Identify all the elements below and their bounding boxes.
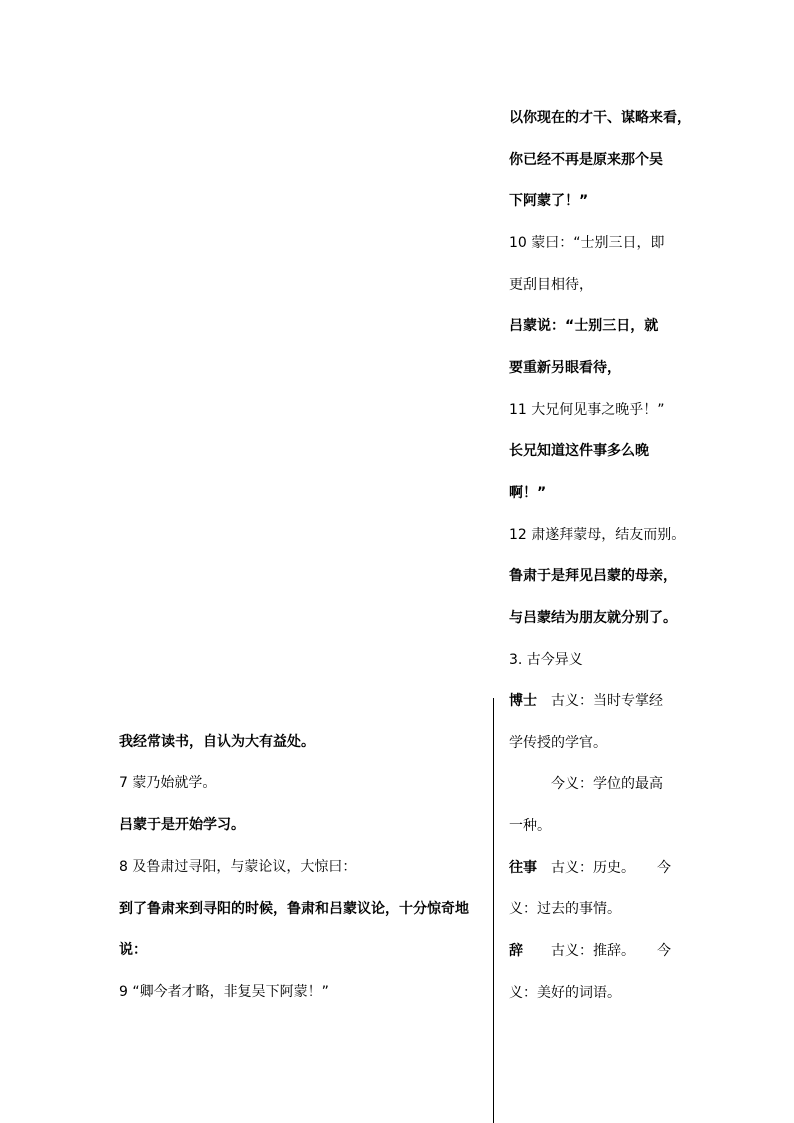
right-line-13: 与吕蒙结为朋友就分别了。: [509, 610, 677, 626]
glossary-boshi-old-cont: 学传授的学官。: [509, 735, 607, 751]
glossary-term-wangshi: 往事: [509, 860, 537, 876]
glossary-wangshi-new-prefix: 今: [657, 860, 671, 876]
left-line-4: 8 及鲁肃过寻阳，与蒙论议，大惊曰：: [119, 859, 357, 875]
left-line-2: 7 蒙乃始就学。: [119, 775, 217, 791]
glossary-boshi-old-line: [509, 691, 663, 711]
column-divider: [493, 698, 494, 1123]
glossary-wangshi-new-cont: 义：过去的事情。: [509, 901, 621, 917]
right-line-9: 长兄知道这件事多么晚: [509, 443, 649, 459]
left-line-3: 吕蒙于是开始学习。: [119, 817, 245, 833]
left-line-5: 到了鲁肃来到寻阳的时候，鲁肃和吕蒙议论，十分惊奇地: [119, 901, 469, 917]
right-line-4: 10 蒙曰：“士别三日，即: [509, 235, 665, 251]
glossary-wangshi-old: 古义：历史。: [551, 860, 635, 876]
right-line-12: 鲁肃于是拜见吕蒙的母亲，: [509, 568, 677, 584]
section-heading: 3. 古今异义: [509, 652, 583, 668]
right-line-7: 要重新另眼看待，: [509, 360, 621, 376]
right-line-5: 更刮目相待，: [509, 277, 593, 293]
right-line-8: 11 大兄何见事之晚乎！”: [509, 402, 665, 418]
glossary-ci-old: 古义：推辞。: [551, 943, 635, 959]
glossary-ci-new-cont: 义：美好的词语。: [509, 985, 621, 1001]
glossary-boshi-old: 古义：当时专掌经: [551, 693, 663, 709]
glossary-term-boshi: 博士: [509, 693, 537, 709]
glossary-ci-line: [509, 941, 671, 961]
left-line-7: 9 “卿今者才略，非复吴下阿蒙！”: [119, 984, 329, 1000]
right-line-10: 啊！”: [509, 485, 547, 501]
glossary-wangshi-line: [509, 858, 671, 878]
glossary-ci-new-prefix: 今: [657, 943, 671, 959]
left-line-6: 说：: [119, 942, 147, 958]
right-line-6: 吕蒙说：“士别三日，就: [509, 318, 659, 334]
left-line-1: 我经常读书，自认为大有益处。: [119, 734, 315, 750]
right-line-2: 你已经不再是原来那个吴: [509, 152, 663, 168]
glossary-boshi-new-cont: 一种。: [509, 818, 551, 834]
glossary-term-ci: 辞: [509, 943, 523, 959]
right-line-1: 以你现在的才干、谋略来看，: [509, 110, 691, 126]
glossary-boshi-new: 今义：学位的最高: [551, 776, 663, 792]
right-line-11: 12 肃遂拜蒙母，结友而别。: [509, 527, 686, 543]
right-line-3: 下阿蒙了！”: [509, 193, 589, 209]
